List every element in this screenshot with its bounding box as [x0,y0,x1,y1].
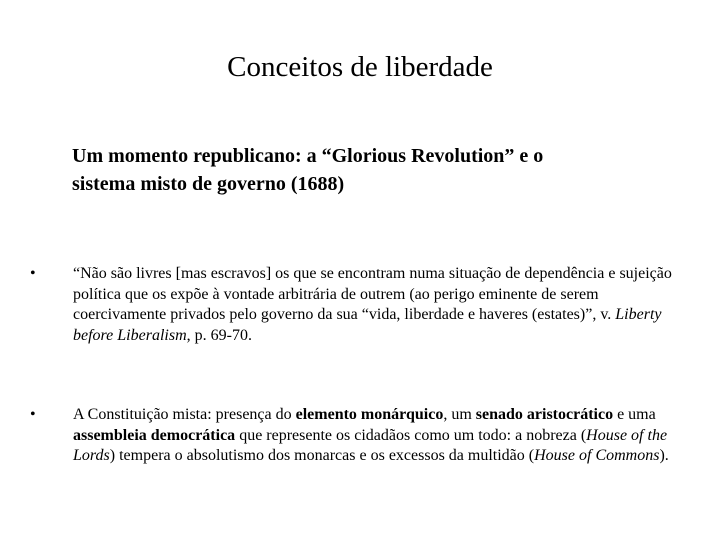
subtitle-line-2: sistema misto de governo (1688) [72,173,345,195]
term-house-of-commons: House of Commons [534,447,660,464]
term-house-of-lords: House of the Lords [73,426,668,464]
bullet-text-2 [73,405,690,467]
slide-title: Conceitos de liberdade [227,51,493,83]
term-aristocratic-senate: senado aristocrático [475,406,614,423]
bullet-2-text-e: ) tempera o absolutismo dos monarcas e os excessos da multidão ( [109,447,535,464]
bullet-2-text-c: e uma [613,406,656,423]
bullet-text-1 [73,264,690,346]
bullet-marker-2: • [30,406,36,423]
bullet-marker-1: • [30,265,36,282]
bullet-2-text-a: A Constituição mista: presença do [73,406,296,423]
bullet-1-text-a: “Não são livres [mas escravos] os que se encontram numa situação de dependência e sujeição política que os expõe à vontade arbitrária de outrem (ao perigo eminente de serem coercivamente privados pelo governo da sua “vida, liberdade e haveres (estates)”, v. [73,265,672,323]
term-monarchic-element: elemento monárquico [295,406,444,423]
bullet-1-text-b: , p. 69-70. [186,326,252,344]
bullet-2-text-b: , um [443,406,476,423]
slide-subtitle [72,142,692,198]
book-title-liberty-before-liberalism: Liberty before Liberalism [73,306,662,344]
term-democratic-assembly: assembleia democrática [73,426,236,444]
bullet-2-text-f: ). [659,447,669,464]
subtitle-line-1: Um momento republicano: a “Glorious Revolution” e o [72,145,544,167]
bullet-2-text-d: que represente os cidadãos como um todo: a nobreza ( [235,426,587,444]
